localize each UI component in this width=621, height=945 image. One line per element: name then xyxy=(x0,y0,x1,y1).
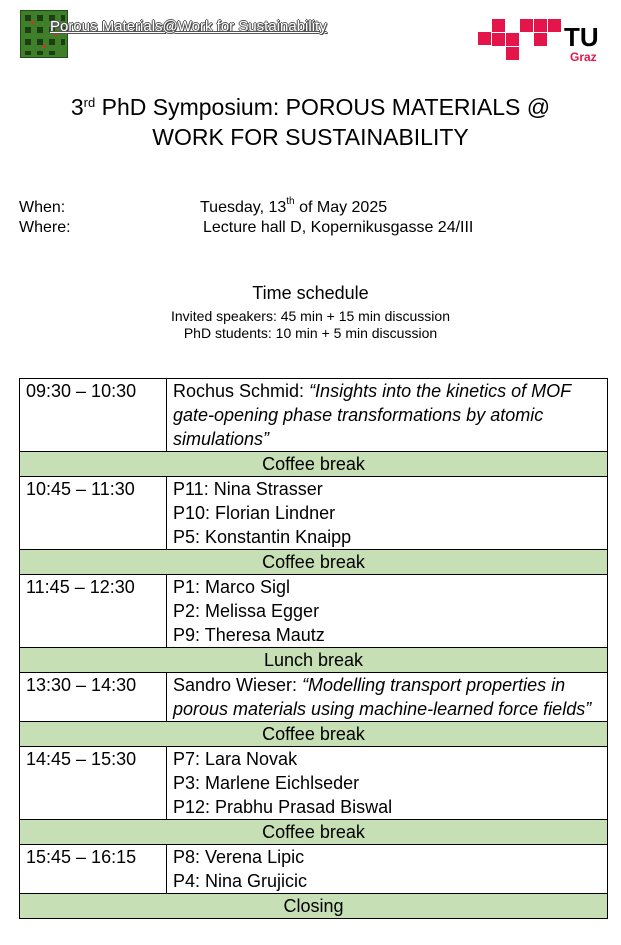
schedule-title: Time schedule xyxy=(252,283,369,303)
brand-title: Porous Materials@Work for Sustainability xyxy=(50,18,327,35)
slot-time: 14:45 – 15:30 xyxy=(20,747,167,820)
table-row xyxy=(20,379,608,452)
break-row xyxy=(20,820,608,845)
when-value: Tuesday, 13th of May 2025 xyxy=(200,196,388,216)
break-row xyxy=(20,550,608,575)
coffee-break: Coffee break xyxy=(20,722,608,747)
where-value: Lecture hall D, Kopernikusgasse 24/III xyxy=(203,219,474,236)
graz-logo-text: Graz xyxy=(570,50,597,64)
slot-content: P8: Verena Lipic P4: Nina Grujicic xyxy=(167,845,608,894)
table-row xyxy=(20,477,608,550)
break-row xyxy=(20,894,608,919)
slot-content: P7: Lara Novak P3: Marlene Eichlseder P12: Prabhu Prasad Biswal xyxy=(167,747,608,820)
slot-content: Rochus Schmid: “Insights into the kinetics of MOF gate-opening phase transformations by atomic simulations” xyxy=(167,379,608,452)
where-label: Where: xyxy=(19,219,71,236)
table-row xyxy=(20,673,608,722)
closing: Closing xyxy=(20,894,608,919)
phd-note: PhD students: 10 min + 5 min discussion xyxy=(183,325,438,341)
slot-time: 15:45 – 16:15 xyxy=(20,845,167,894)
break-row xyxy=(20,452,608,477)
slot-time: 13:30 – 14:30 xyxy=(20,673,167,722)
invited-note: Invited speakers: 45 min + 15 min discussion xyxy=(171,308,450,324)
table-row xyxy=(20,747,608,820)
slot-content: P1: Marco Sigl P2: Melissa Egger P9: Theresa Mautz xyxy=(167,575,608,648)
slot-content: Sandro Wieser: “Modelling transport properties in porous materials using machine-learned force fields” xyxy=(167,673,608,722)
slot-time: 09:30 – 10:30 xyxy=(20,379,167,452)
break-row xyxy=(20,722,608,747)
tu-logo-text: TU xyxy=(564,22,599,52)
page-title: 3rd PhD Symposium: POROUS MATERIALS @ WORK FOR SUSTAINABILITY xyxy=(70,94,551,150)
slot-content: P11: Nina Strasser P10: Florian Lindner P5: Konstantin Knaipp xyxy=(167,477,608,550)
slot-time: 10:45 – 11:30 xyxy=(20,477,167,550)
table-row xyxy=(20,845,608,894)
coffee-break: Coffee break xyxy=(20,820,608,845)
break-row xyxy=(20,648,608,673)
slot-time: 11:45 – 12:30 xyxy=(20,575,167,648)
when-label: When: xyxy=(19,199,66,216)
tu-graz-logo xyxy=(478,12,604,66)
coffee-break: Coffee break xyxy=(20,550,608,575)
lunch-break: Lunch break xyxy=(20,648,608,673)
table-row xyxy=(20,575,608,648)
coffee-break: Coffee break xyxy=(20,452,608,477)
schedule-table xyxy=(19,378,608,919)
